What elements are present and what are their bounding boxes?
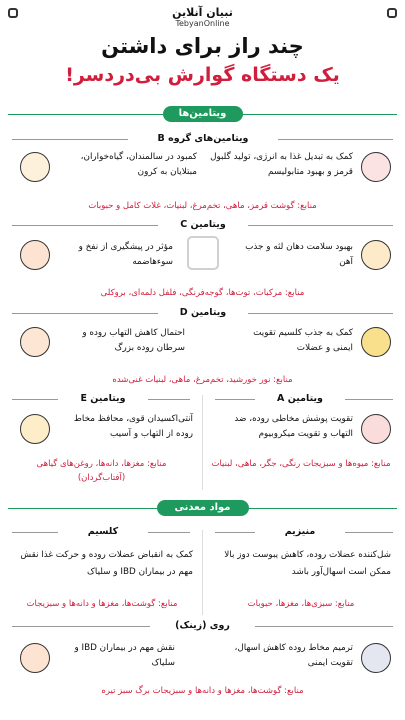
menu-icon <box>387 8 397 18</box>
vitamin-c-sources: منابع: مرکبات، توت‌ها، گوجه‌فرنگی، فلفل دلمه‌ای، بروکلی <box>100 288 305 298</box>
pills-icon <box>361 152 391 182</box>
zinc-ibd: نقش مهم در بیماران IBD و سلیاک <box>74 643 175 668</box>
divider <box>202 530 203 615</box>
calcium-benefit: کمک به انقباض عضلات روده و حرکت غذا نقش مهم در بیماران IBD و سلیاک <box>20 550 193 577</box>
calcium-sources: منابع: گوشت‌ها، مغزها و دانه‌ها و سبزیجات <box>26 599 178 609</box>
section-header-vitamins: ویتامین‌ها <box>163 106 243 122</box>
page-subtitle: یک دستگاه گوارش بی‌دردسر! <box>65 64 340 86</box>
magnesium-benefit: شل‌کننده عضلات روده، کاهش یبوست دوز بالا ممکن است اسهال‌آور باشد <box>224 550 391 577</box>
vitamin-a-sources: منابع: میوه‌ها و سبزیجات رنگی، جگر، ماهی، لبنیات <box>211 459 391 469</box>
magnesium-sources: منابع: سبزی‌ها، مغزها، حبوبات <box>247 599 355 609</box>
sun-icon <box>361 327 391 357</box>
page-title: چند راز برای داشتن <box>101 34 304 58</box>
watermark-icon <box>187 236 219 270</box>
elderly-icon <box>20 152 50 182</box>
section-title-a: ویتامین A <box>255 392 345 406</box>
zinc-sources: منابع: گوشت‌ها، مغزها و دانه‌ها و سبزیجات برگ سبز تیره <box>101 686 304 696</box>
section-title-b: ویتامین‌های گروه B <box>128 132 278 146</box>
intestine-icon <box>20 643 50 673</box>
menu-icon <box>8 8 18 18</box>
section-title-e: ویتامین E <box>58 392 148 406</box>
brand-logo <box>130 6 275 28</box>
vitamin-d-colon: احتمال کاهش التهاب روده و سرطان روده بزرگ <box>82 328 185 353</box>
vitamin-d-sources: منابع: نور خورشید، تخم‌مرغ، ماهی، لبنیات غنی‌شده <box>112 375 293 385</box>
vitamin-e-sources: منابع: مغزها، دانه‌ها، روغن‌های گیاهی (آفتاب‌گردان) <box>36 459 167 483</box>
vitamin-a-benefit: تقویت پوشش مخاطی روده، ضد التهاب و تقویت میکروبیوم <box>234 414 353 439</box>
intestine-icon <box>20 327 50 357</box>
vitamin-b-sources: منابع: گوشت قرمز، ماهی، تخم‌مرغ، لبنیات، غلات کامل و حبوبات <box>88 201 317 211</box>
section-title-c: ویتامین C <box>158 218 248 232</box>
shield-icon <box>361 643 391 673</box>
section-title-d: ویتامین D <box>158 306 248 320</box>
section-title-magnesium: منیزیم <box>255 525 345 539</box>
vitamin-b-benefit: کمک به تبدیل غذا به انرژی، تولید گلبول قرمز و بهبود متابولیسم <box>210 152 353 177</box>
section-title-zinc: روی (زینک) <box>150 619 255 633</box>
vitamin-e-benefit: آنتی‌اکسیدان قوی، محافظ مخاط روده از التهاب و آسیب <box>73 414 193 439</box>
vitamin-d-benefit: کمک به جذب کلسیم تقویت ایمنی و عضلات <box>253 328 353 353</box>
divider <box>202 395 203 490</box>
mouth-icon <box>361 240 391 270</box>
vitamin-c-benefit: بهبود سلامت دهان لثه و جذب آهن <box>245 242 353 267</box>
intestine-icon <box>20 414 50 444</box>
vitamin-b-deficiency: کمبود در سالمندان، گیاه‌خواران، مبتلایان به کرون <box>80 152 197 177</box>
section-title-calcium: کلسیم <box>58 525 148 539</box>
stomach-icon <box>20 240 50 270</box>
section-header-minerals: مواد معدنی <box>157 500 249 516</box>
brand-name-en: TebyanOnline <box>175 19 230 28</box>
brand-name-fa: تبیان آنلاین <box>172 6 233 19</box>
vitamin-c-digestion: مؤثر در پیشگیری از نفخ و سوءهاضمه <box>78 242 173 267</box>
zinc-benefit: ترمیم مخاط روده کاهش اسهال، تقویت ایمنی <box>234 643 353 668</box>
intestine-icon <box>361 414 391 444</box>
